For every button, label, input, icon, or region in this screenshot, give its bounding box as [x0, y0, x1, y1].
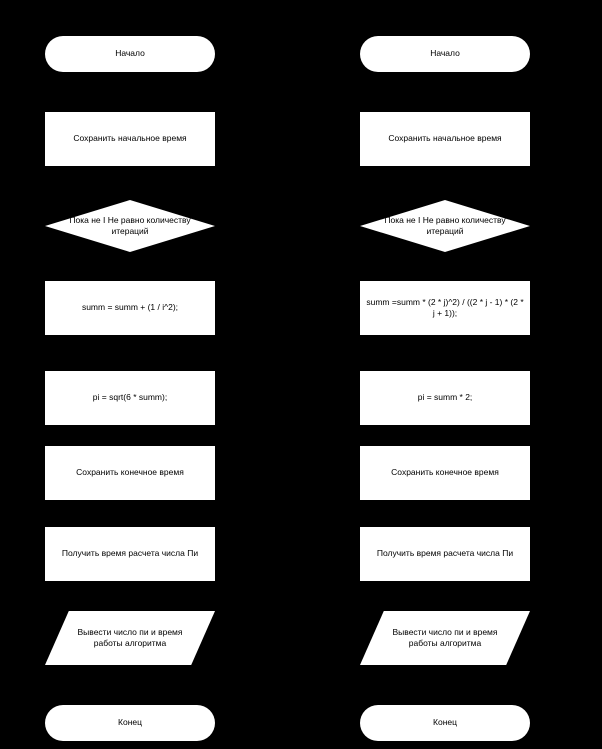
node-label: Вывести число пи и время работы алгоритма: [77, 626, 183, 648]
node-loop-condition: [45, 200, 215, 252]
node-save-start-time: [45, 112, 215, 166]
flowchart-column-left: [15, 0, 275, 749]
node-save-end-time: [45, 446, 215, 500]
node-label: Конец: [433, 717, 457, 728]
node-save-start-time: [360, 112, 530, 166]
node-label: Пока не I Не равно количеству итераций: [69, 214, 191, 236]
node-label: Сохранить начальное время: [73, 133, 187, 144]
node-label: Конец: [118, 717, 142, 728]
node-label: Вывести число пи и время работы алгоритма: [392, 626, 498, 648]
node-pi-formula: [45, 371, 215, 425]
node-label: Начало: [115, 48, 145, 59]
node-label: summ = summ + (1 / i^2);: [81, 302, 179, 313]
node-label: pi = sqrt(6 * summ);: [92, 392, 168, 403]
node-label: Сохранить конечное время: [76, 467, 184, 478]
node-start: [45, 36, 215, 72]
node-pi-formula: [360, 371, 530, 425]
node-label: pi = summ * 2;: [417, 392, 473, 403]
node-label: Получить время расчета числа Пи: [61, 548, 199, 559]
node-end: [360, 705, 530, 741]
node-end: [45, 705, 215, 741]
node-loop-condition: [360, 200, 530, 252]
node-save-end-time: [360, 446, 530, 500]
node-label: Сохранить начальное время: [388, 133, 502, 144]
node-output-result: [45, 611, 215, 665]
node-label: Пока не I Не равно количеству итераций: [384, 214, 506, 236]
node-label: Начало: [430, 48, 460, 59]
node-label: Сохранить конечное время: [391, 467, 499, 478]
node-sum-formula: [45, 281, 215, 335]
node-get-elapsed-time: [45, 527, 215, 581]
node-start: [360, 36, 530, 72]
node-label: Получить время расчета числа Пи: [376, 548, 514, 559]
node-get-elapsed-time: [360, 527, 530, 581]
flowchart-column-right: [330, 0, 590, 749]
node-sum-formula: [360, 281, 530, 335]
node-label: summ =summ * (2 * j)^2) / ((2 * j - 1) * (2 * j + 1));: [366, 296, 524, 318]
node-output-result: [360, 611, 530, 665]
